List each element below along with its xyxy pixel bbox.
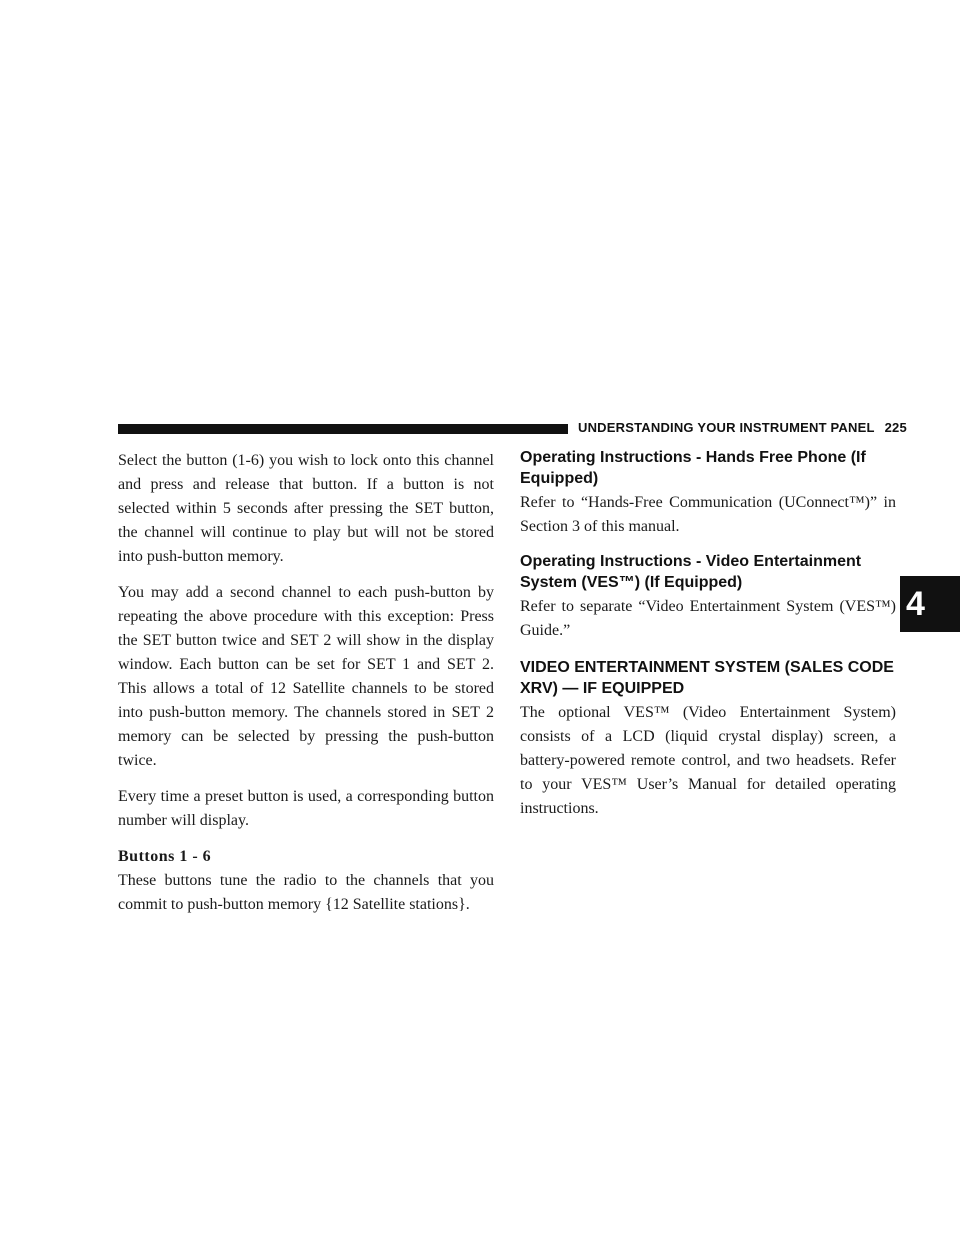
paragraph-lock-channel: Select the button (1-6) you wish to lock onto this channel and press and release that button. If a button is not selected within 5 seconds after pressing the SET button, the channel will continue to play but will not be stored into push-button memory. [118,452,494,565]
page-number: 225 [884,420,907,435]
heading-hands-free: Operating Instructions - Hands Free Phone (If Equipped) [520,449,866,487]
header-rule [118,424,568,434]
paragraph-video-guide: Refer to separate “Video Entertainment System (VES™) Guide.” [520,598,896,639]
paragraph-buttons-tune: These buttons tune the radio to the channels that you commit to push-button memory {12 Satellite stations}. [118,872,494,913]
section-tab: 4 [900,576,960,632]
paragraph-ves-description: The optional VES™ (Video Entertainment System) consists of a LCD (liquid crystal display) screen, a battery-powered remote control, and two headsets. Refer to your VES™ User’s Manual for detailed operating instructions. [520,704,896,817]
paragraph-hands-free: Refer to “Hands-Free Communication (UConnect™)” in Section 3 of this manual. [520,494,896,535]
paragraph-second-channel: You may add a second channel to each push-button by repeating the above procedure with this exception: Press the SET button twice and SET 2 will show in the display window. Each button can be set for SET 1 and SET 2. This allows a total of 12 Satellite channels to be stored into push-button memory. The channels stored in SET 2 memory can be selected by pressing the push-button twice. [118,584,494,769]
right-column [520,447,896,833]
left-column [118,449,494,929]
heading-ves-section: VIDEO ENTERTAINMENT SYSTEM (SALES CODE XRV) — IF EQUIPPED [520,659,894,697]
paragraph-preset-display: Every time a preset button is used, a corresponding button number will display. [118,788,494,829]
heading-video-entertainment: Operating Instructions - Video Entertainment System (VES™) (If Equipped) [520,553,862,591]
subheading-buttons: Buttons 1 - 6 [118,848,212,865]
header-title: UNDERSTANDING YOUR INSTRUMENT PANEL [578,420,875,435]
running-header [578,420,907,435]
